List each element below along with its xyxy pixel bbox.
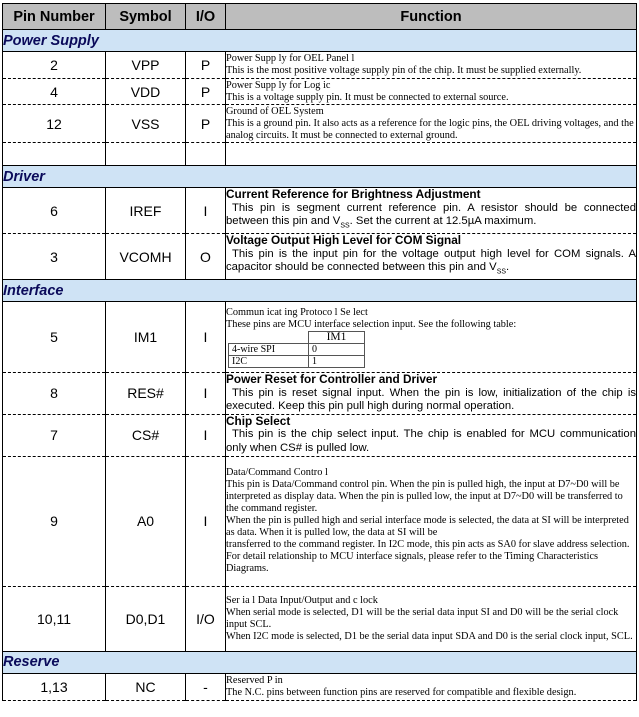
function-title: Reserved P in <box>226 674 283 686</box>
function-desc: The N.C. pins between function pins are reserved for compatible and flexible design. <box>226 686 577 698</box>
pin-function <box>226 586 637 651</box>
pin-function <box>226 188 637 234</box>
function-desc: transferred to the command register. In I2C mode, this pin acts as SA0 for slave address selection. <box>226 539 630 551</box>
function-title: Commun icat ing Protoco l Se lect <box>226 306 368 318</box>
function-title: Power Supp ly for OEL Panel l <box>226 53 355 64</box>
function-title: Chip Select <box>226 413 291 428</box>
table-row <box>3 188 637 234</box>
pin-number: 7 <box>3 414 106 456</box>
pin-symbol: A0 <box>106 456 186 586</box>
function-title: Power Reset for Controller and Driver <box>226 372 438 387</box>
pin-io: I <box>186 414 226 456</box>
pin-function <box>226 673 637 700</box>
pin-symbol: D0,D1 <box>106 586 186 651</box>
function-title: Ser ia l Data Input/Output and c lock <box>226 594 378 606</box>
function-desc: This pin is Data/Command control pin. When the pin is pulled high, the input at D7~D0 will be interpreted as display data. When the pin is pulled low, the input at D7~D0 will be transferred to the command register. <box>226 479 623 515</box>
function-desc: This pin is reset signal input. When the pin is low, initialization of the chip is executed. Keep this pin pull high during normal operation. <box>226 386 636 413</box>
pin-symbol: NC <box>106 673 186 700</box>
function-title: Power Supp ly for Log ic <box>226 79 331 91</box>
section-reserve: Reserve <box>3 651 637 673</box>
pin-io: O <box>186 234 226 280</box>
pin-symbol: VSS <box>106 105 186 143</box>
section-power-supply: Power Supply <box>3 30 637 52</box>
empty-row <box>3 143 637 166</box>
pin-number: 2 <box>3 52 106 79</box>
table-row <box>3 456 637 586</box>
table-row <box>3 414 637 456</box>
pin-symbol: IM1 <box>106 302 186 373</box>
pin-symbol: CS# <box>106 414 186 456</box>
function-desc: This pin is the input pin for the voltage output high level for COM signals. A capacitor should be connected between this pin and $V_{SS}$. <box>226 247 636 276</box>
section-driver: Driver <box>3 166 637 188</box>
function-desc: This is a voltage supply pin. It must be connected to external source. <box>226 91 509 103</box>
pin-io: I <box>186 302 226 373</box>
pin-io: I <box>186 456 226 586</box>
function-title: Current Reference for Brightness Adjustment <box>226 187 481 201</box>
function-desc: These pins are MCU interface selection input. See the following table: <box>226 318 517 330</box>
pin-function <box>226 456 637 586</box>
function-title: Data/Command Contro l <box>226 467 328 479</box>
header-symbol: Symbol <box>106 4 186 30</box>
pin-number: 10,11 <box>3 586 106 651</box>
pin-io: P <box>186 52 226 79</box>
function-desc: When the pin is pulled high and serial interface mode is selected, the data at SI will be interpreted as data. When it is pulled low, the data at SI will be <box>226 515 629 539</box>
function-desc: This is the most positive voltage supply pin of the chip. It must be supplied externally. <box>226 65 582 76</box>
table-header-row <box>3 4 637 30</box>
pin-number: 6 <box>3 188 106 234</box>
pin-number: 8 <box>3 373 106 415</box>
mode-label: 4-wire SPI <box>229 343 309 355</box>
pin-number: 1,13 <box>3 673 106 700</box>
pin-io: P <box>186 105 226 143</box>
pin-number: 5 <box>3 302 106 373</box>
mode-value: 0 <box>309 343 365 355</box>
pin-function <box>226 79 637 105</box>
pin-number: 9 <box>3 456 106 586</box>
interface-select-table <box>228 331 365 368</box>
pin-io: I/O <box>186 586 226 651</box>
pin-io: I <box>186 188 226 234</box>
mode-label: I2C <box>229 355 309 367</box>
table-row <box>3 673 637 700</box>
function-title: Voltage Output High Level for COM Signal <box>226 233 462 248</box>
table-row <box>3 302 637 373</box>
function-desc: When serial mode is selected, D1 will be the serial data input SI and D0 will be the serial clock input SCL. <box>226 606 619 630</box>
pin-number: 4 <box>3 79 106 105</box>
table-row <box>3 79 637 105</box>
pin-function <box>226 302 637 373</box>
pin-io: I <box>186 373 226 415</box>
pin-function <box>226 52 637 79</box>
pin-function <box>226 105 637 143</box>
pin-symbol: RES# <box>106 373 186 415</box>
table-row <box>3 105 637 143</box>
section-interface: Interface <box>3 280 637 302</box>
pin-description-table <box>2 3 637 701</box>
pin-number: 3 <box>3 234 106 280</box>
function-desc: This is a ground pin. It also acts as a reference for the logic pins, the OEL driving voltages, and the analog circuits. It must be connected to external ground. <box>226 117 634 141</box>
pin-symbol: VCOMH <box>106 234 186 280</box>
table-row <box>3 586 637 651</box>
pin-symbol: IREF <box>106 188 186 234</box>
function-desc: This pin is segment current reference pin. A resistor should be connected between this pin and $V_{SS}$. Set the current at 12.5µA maximum. <box>226 201 636 230</box>
mode-value: 1 <box>309 355 365 367</box>
header-pin-number: Pin Number <box>3 4 106 30</box>
header-function: Function <box>226 4 637 30</box>
pin-number: 12 <box>3 105 106 143</box>
im1-column-header: IM1 <box>309 331 365 343</box>
table-row <box>3 52 637 79</box>
function-desc: This pin is the chip select input. The chip is enabled for MCU communication only when CS# is pulled low. <box>226 428 636 455</box>
function-title: Ground of OEL System <box>226 105 324 117</box>
function-desc: When I2C mode is selected, D1 be the serial data input SDA and D0 is the serial clock input, SCL. <box>226 630 633 642</box>
pin-function <box>226 414 637 456</box>
table-row <box>3 373 637 415</box>
function-desc: For detail relationship to MCU interface signals, please refer to the Timing Characteristics Diagrams. <box>226 551 599 575</box>
pin-symbol: VPP <box>106 52 186 79</box>
pin-io: - <box>186 673 226 700</box>
pin-function <box>226 234 637 280</box>
header-io: I/O <box>186 4 226 30</box>
pin-function <box>226 373 637 415</box>
pin-io: P <box>186 79 226 105</box>
table-row <box>3 234 637 280</box>
pin-symbol: VDD <box>106 79 186 105</box>
